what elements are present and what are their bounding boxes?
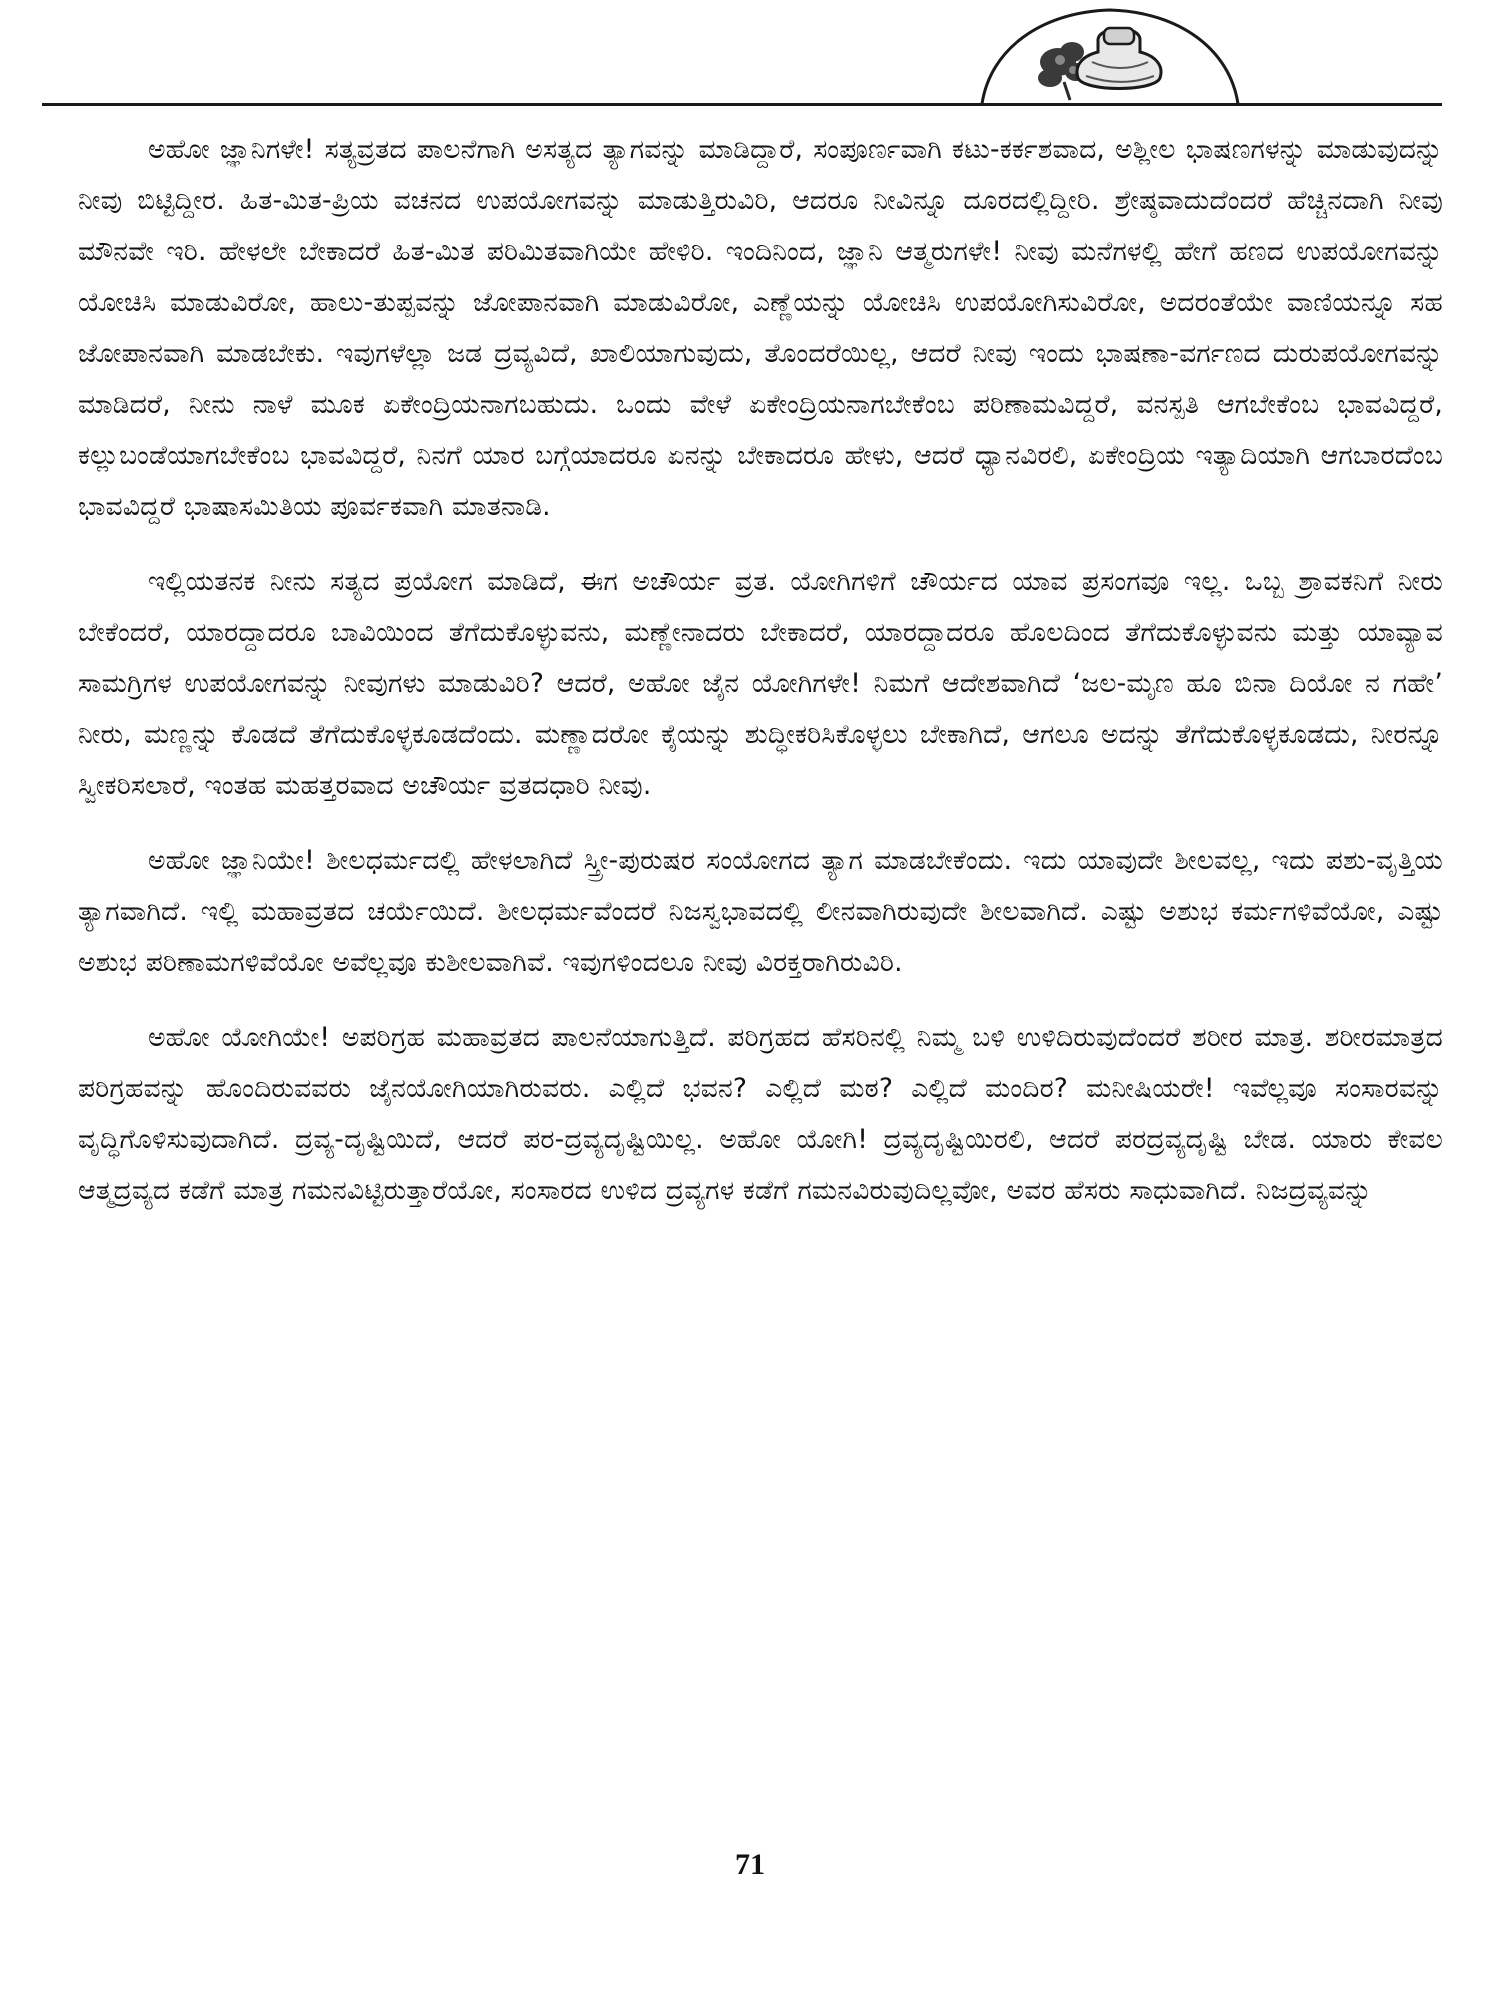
body-text: [78, 124, 1443, 1240]
paragraph-4: ಅಹೋ ಯೋಗಿಯೇ! ಅಪರಿಗ್ರಹ ಮಹಾವ್ರತದ ಪಾಲನೆಯಾಗುತ್ತಿದೆ. ಪರಿಗ್ರಹದ ಹೆಸರಿನಲ್ಲಿ ನಿಮ್ಮ ಬಳಿ ಉಳಿದಿರುವುದೆಂದರೆ ಶರೀರ ಮಾತ್ರ. ಶರೀರಮಾತ್ರದ ಪರಿಗ್ರಹವನ್ನು ಹೊಂದಿರುವವರು ಜೈನಯೋಗಿಯಾಗಿರುವರು. ಎಲ್ಲಿದೆ ಭವನ? ಎಲ್ಲಿದೆ ಮಠ? ಎಲ್ಲಿದೆ ಮಂದಿರ? ಮನೀಷಿಯರೇ! ಇವೆಲ್ಲವೂ ಸಂಸಾರವನ್ನು ವೃದ್ಧಿಗೊಳಿಸುವುದಾಗಿದೆ. ದ್ರವ್ಯ-ದೃಷ್ಟಿಯಿದೆ, ಆದರೆ ಪರ-ದ್ರವ್ಯದೃಷ್ಟಿಯಿಲ್ಲ. ಅಹೋ ಯೋಗಿ! ದ್ರವ್ಯದೃಷ್ಟಿಯಿರಲಿ, ಆದರೆ ಪರದ್ರವ್ಯದೃಷ್ಟಿ ಬೇಡ. ಯಾರು ಕೇವಲ ಆತ್ಮದ್ರವ್ಯದ ಕಡೆಗೆ ಮಾತ್ರ ಗಮನವಿಟ್ಟಿರುತ್ತಾರೆಯೋ, ಸಂಸಾರದ ಉಳಿದ ದ್ರವ್ಯಗಳ ಕಡೆಗೆ ಗಮನವಿರುವುದಿಲ್ಲವೋ, ಅವರ ಹೆಸರು ಸಾಧುವಾಗಿದೆ. ನಿಜದ್ರವ್ಯವನ್ನು: [78, 1022, 1443, 1206]
paragraph-3: ಅಹೋ ಜ್ಞಾನಿಯೇ! ಶೀಲಧರ್ಮದಲ್ಲಿ ಹೇಳಲಾಗಿದೆ ಸ್ತ್ರೀ-ಪುರುಷರ ಸಂಯೋಗದ ತ್ಯಾಗ ಮಾಡಬೇಕೆಂದು. ಇದು ಯಾವುದೇ ಶೀಲವಲ್ಲ, ಇದು ಪಶು-ವೃತ್ತಿಯ ತ್ಯಾಗವಾಗಿದೆ. ಇಲ್ಲಿ ಮಹಾವ್ರತದ ಚರ್ಯೆಯಿದೆ. ಶೀಲಧರ್ಮವೆಂದರೆ ನಿಜಸ್ವಭಾವದಲ್ಲಿ ಲೀನವಾಗಿರುವುದೇ ಶೀಲವಾಗಿದೆ. ಎಷ್ಟು ಅಶುಭ ಕರ್ಮಗಳಿವೆಯೋ, ಎಷ್ಟು ಅಶುಭ ಪರಿಣಾಮಗಳಿವೆಯೋ ಅವೆಲ್ಲವೂ ಕುಶೀಲವಾಗಿವೆ. ಇವುಗಳಿಂದಲೂ ನೀವು ವಿರಕ್ತರಾಗಿರುವಿರಿ.: [78, 845, 1443, 978]
header-rule: [42, 103, 1442, 106]
shrine-emblem-icon: [980, 0, 1240, 106]
paragraph-1: ಅಹೋ ಜ್ಞಾನಿಗಳೇ! ಸತ್ಯವ್ರತದ ಪಾಲನೆಗಾಗಿ ಅಸತ್ಯದ ತ್ಯಾಗವನ್ನು ಮಾಡಿದ್ದಾರೆ, ಸಂಪೂರ್ಣವಾಗಿ ಕಟು-ಕರ್ಕಶವಾದ, ಅಶ್ಲೀಲ ಭಾಷಣಗಳನ್ನು ಮಾಡುವುದನ್ನು ನೀವು ಬಿಟ್ಟಿದ್ದೀರ. ಹಿತ-ಮಿತ-ಪ್ರಿಯ ವಚನದ ಉಪಯೋಗವನ್ನು ಮಾಡುತ್ತಿರುವಿರಿ, ಆದರೂ ನೀವಿನ್ನೂ ದೂರದಲ್ಲಿದ್ದೀರಿ. ಶ್ರೇಷ್ಠವಾದುದೆಂದರೆ ಹೆಚ್ಚಿನದಾಗಿ ನೀವು ಮೌನವೇ ಇರಿ. ಹೇಳಲೇ ಬೇಕಾದರೆ ಹಿತ-ಮಿತ ಪರಿಮಿತವಾಗಿಯೇ ಹೇಳಿರಿ. ಇಂದಿನಿಂದ, ಜ್ಞಾನಿ ಆತ್ಮರುಗಳೇ! ನೀವು ಮನೆಗಳಲ್ಲಿ ಹೇಗೆ ಹಣದ ಉಪಯೋಗವನ್ನು ಯೋಚಿಸಿ ಮಾಡುವಿರೋ, ಹಾಲು-ತುಪ್ಪವನ್ನು ಜೋಪಾನವಾಗಿ ಮಾಡುವಿರೋ, ಎಣ್ಣೆಯನ್ನು ಯೋಚಿಸಿ ಉಪಯೋಗಿಸುವಿರೋ, ಅದರಂತೆಯೇ ವಾಣಿಯನ್ನೂ ಸಹ ಜೋಪಾನವಾಗಿ ಮಾಡಬೇಕು. ಇವುಗಳೆಲ್ಲಾ ಜಡ ದ್ರವ್ಯವಿದೆ, ಖಾಲಿಯಾಗುವುದು, ತೊಂದರೆಯಿಲ್ಲ, ಆದರೆ ನೀವು ಇಂದು ಭಾಷಣಾ-ವರ್ಗಣದ ದುರುಪಯೋಗವನ್ನು ಮಾಡಿದರೆ, ನೀನು ನಾಳೆ ಮೂಕ ಏಕೇಂದ್ರಿಯನಾಗಬಹುದು. ಒಂದು ವೇಳೆ ಏಕೇಂದ್ರಿಯನಾಗಬೇಕೆಂಬ ಪರಿಣಾಮವಿದ್ದರೆ, ವನಸ್ಪತಿ ಆಗಬೇಕೆಂಬ ಭಾವವಿದ್ದರೆ, ಕಲ್ಲುಬಂಡೆಯಾಗಬೇಕೆಂಬ ಭಾವವಿದ್ದರೆ, ನಿನಗೆ ಯಾರ ಬಗ್ಗೆಯಾದರೂ ಏನನ್ನು ಬೇಕಾದರೂ ಹೇಳು, ಆದರೆ ಧ್ಯಾನವಿರಲಿ, ಏಕೇಂದ್ರಿಯ ಇತ್ಯಾದಿಯಾಗಿ ಆಗಬಾರದೆಂಬ ಭಾವವಿದ್ದರೆ ಭಾಷಾಸಮಿತಿಯ ಪೂರ್ವಕವಾಗಿ ಮಾತನಾಡಿ.: [78, 134, 1443, 522]
page-number: 71: [735, 1848, 765, 1881]
paragraph-2: ಇಲ್ಲಿಯತನಕ ನೀನು ಸತ್ಯದ ಪ್ರಯೋಗ ಮಾಡಿದೆ, ಈಗ ಅಚೌರ್ಯ ವ್ರತ. ಯೋಗಿಗಳಿಗೆ ಚೌರ್ಯದ ಯಾವ ಪ್ರಸಂಗವೂ ಇಲ್ಲ. ಒಬ್ಬ ಶ್ರಾವಕನಿಗೆ ನೀರು ಬೇಕೆಂದರೆ, ಯಾರದ್ದಾದರೂ ಬಾವಿಯಿಂದ ತೆಗೆದುಕೊಳ್ಳುವನು, ಮಣ್ಣೇನಾದರು ಬೇಕಾದರೆ, ಯಾರದ್ದಾದರೂ ಹೊಲದಿಂದ ತೆಗೆದುಕೊಳ್ಳುವನು ಮತ್ತು ಯಾವ್ಯಾವ ಸಾಮಗ್ರಿಗಳ ಉಪಯೋಗವನ್ನು ನೀವುಗಳು ಮಾಡುವಿರಿ? ಆದರೆ, ಅಹೋ ಜೈನ ಯೋಗಿಗಳೇ! ನಿಮಗೆ ಆದೇಶವಾಗಿದೆ ‘ಜಲ-ಮೃಣ ಹೂ ಬಿನಾ ದಿಯೋ ನ ಗಹೇ’ ನೀರು, ಮಣ್ಣನ್ನು ಕೊಡದೆ ತೆಗೆದುಕೊಳ್ಳಕೂಡದೆಂದು. ಮಣ್ಣಾದರೋ ಕೈಯನ್ನು ಶುದ್ಧೀಕರಿಸಿಕೊಳ್ಳಲು ಬೇಕಾಗಿದೆ, ಆಗಲೂ ಅದನ್ನು ತೆಗೆದುಕೊಳ್ಳಕೂಡದು, ನೀರನ್ನೂ ಸ್ವೀಕರಿಸಲಾರೆ, ಇಂತಹ ಮಹತ್ತರವಾದ ಅಚೌರ್ಯ ವ್ರತದಧಾರಿ ನೀವು.: [78, 566, 1443, 801]
